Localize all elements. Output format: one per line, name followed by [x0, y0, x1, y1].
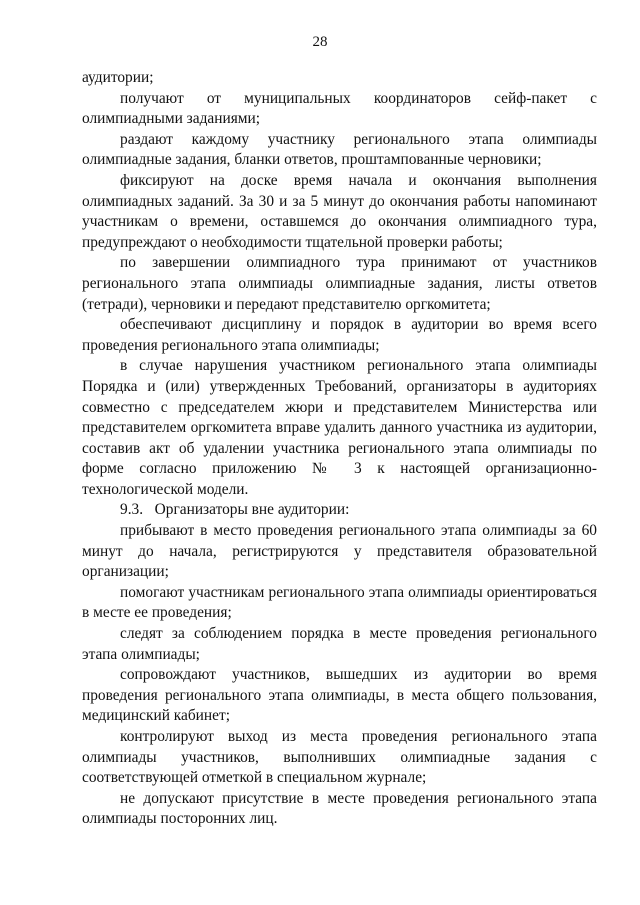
paragraph-discipline: обеспечивают дисциплину и порядок в аудитории во время всего проведения регионального этапа олимпиады; [82, 316, 597, 354]
paragraph-control-exit: контролируют выход из места проведения регионального этапа олимпиады участников, выполнивших олимпиадные задания с соответствующей отметкой в специальном журнале; [82, 728, 597, 787]
paragraph-receive-safe-package: получают от муниципальных координаторов сейф-пакет с олимпиадными заданиями; [82, 89, 597, 128]
section-heading-9-3: 9.3. Организаторы вне аудитории: [120, 501, 350, 519]
paragraph-help-orient: помогают участникам регионального этапа олимпиады ориентироваться в месте ее проведения; [82, 583, 597, 622]
paragraph-collect-works: по завершении олимпиадного тура принимают от участников регионального этапа олимпиады олимпиадные задания, листы ответов (тетради), черновики и передают представителю оргкомитета; [82, 254, 597, 313]
paragraph-distribute-tasks: раздают каждому участнику регионального этапа олимпиады олимпиадные задания, бланки ответов, проштампованные черновики; [82, 130, 597, 169]
paragraph-continuation: аудитории; [82, 69, 154, 86]
paragraph-arrive-register: прибывают в место проведения регионального этапа олимпиады за 60 минут до начала, регистрируются у представителя образовательной организации; [82, 522, 597, 581]
paragraph-violation-removal: в случае нарушения участником регионального этапа олимпиады Порядка и (или) утвержденных Требований, организаторы в аудиториях совместно с председателем жюри и представителем Министерства или представителем оргкомитета вправе удалить данного участника из аудитории, составив акт об удалении участника регионального этапа олимпиады по форме согласно приложению № 3 к настоящей организационно-технологической модели. [82, 357, 597, 498]
page-number: 28 [312, 34, 328, 50]
document-body [82, 68, 597, 830]
paragraph-no-outsiders: не допускают присутствие в месте проведения регионального этапа олимпиады посторонних лиц. [82, 789, 597, 828]
paragraph-escort-participants: сопровождают участников, вышедших из аудитории во время проведения регионального этапа олимпиады, в места общего пользования, медицинский кабинет; [82, 666, 597, 725]
paragraph-record-time: фиксируют на доске время начала и окончания выполнения олимпиадных заданий. За 30 и за 5 минут до окончания работы напоминают участникам о времени, оставшемся до окончания олимпиадного тура, предупреждают о необходимости тщательной проверки работы; [82, 171, 597, 251]
paragraph-keep-order: следят за соблюдением порядка в месте проведения регионального этапа олимпиады; [82, 625, 597, 663]
